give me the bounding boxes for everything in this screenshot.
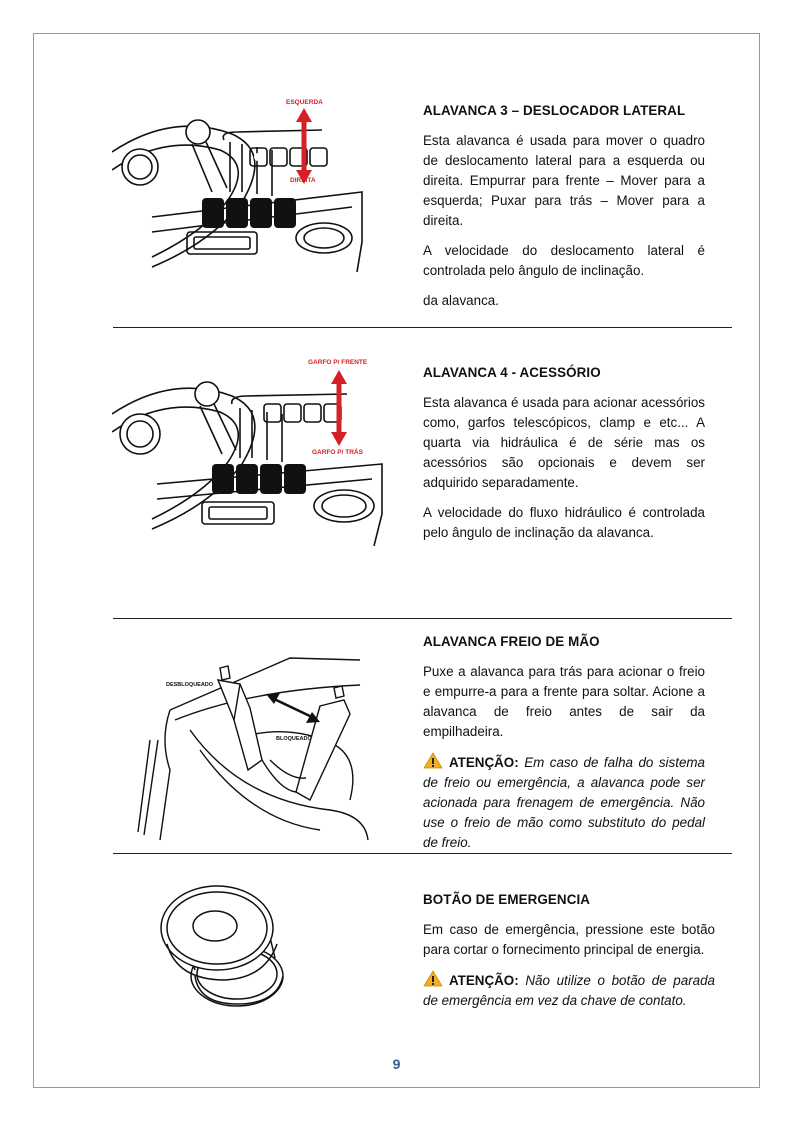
emergency-button-illustration (155, 878, 295, 1018)
handbrake-illustration (130, 650, 370, 850)
warning-label: ATENÇÃO: (449, 755, 519, 770)
section-title: ALAVANCA 3 – DESLOCADOR LATERAL (423, 103, 686, 118)
section-emergency-button (423, 890, 715, 1021)
section-lever4 (423, 363, 705, 553)
warning-paragraph (423, 970, 715, 1011)
lever4-label-down: GARFO P/ TRÁS (312, 449, 363, 456)
paragraph: da alavanca. (423, 293, 499, 308)
divider (113, 618, 732, 619)
lever3-direction-arrow (296, 108, 312, 184)
warning-icon (423, 970, 443, 987)
section-title: BOTÃO DE EMERGENCIA (423, 892, 591, 907)
paragraph: Puxe a alavanca para trás para acionar o freio e empurre-a para a frente para soltar. Acione a alavanca de freio antes de sair da empilhadeira. (423, 664, 705, 739)
section-handbrake (423, 632, 705, 863)
warning-text: Em caso de falha do sistema de freio ou emergência, a alavanca pode ser acionada para frenagem de emergência. Não use o freio de mão como substituto do pedal de freio. (423, 755, 705, 850)
divider (113, 327, 732, 328)
section-title: ALAVANCA 4 - ACESSÓRIO (423, 365, 601, 380)
section-lever3 (423, 101, 705, 321)
lever3-label-down: DIREITA (290, 177, 316, 184)
warning-label: ATENÇÃO: (449, 973, 519, 988)
handbrake-direction-arrow (266, 693, 320, 723)
warning-text: Não utilize o botão de parada de emergência em vez da chave de contato. (423, 973, 715, 1008)
divider (113, 853, 732, 854)
paragraph: Em caso de emergência, pressione este botão para cortar o fornecimento principal de energia. (423, 922, 715, 957)
warning-icon (423, 752, 443, 769)
paragraph: A velocidade do fluxo hidráulico é controlada pelo ângulo de inclinação da alavanca. (423, 505, 705, 540)
handbrake-label-locked: BLOQUEADO (276, 736, 312, 742)
lever3-label-up: ESQUERDA (286, 99, 323, 106)
warning-paragraph (423, 752, 705, 853)
page-number: 9 (392, 1056, 401, 1072)
section-title: ALAVANCA FREIO DE MÃO (423, 634, 600, 649)
paragraph: Esta alavanca é usada para mover o quadro de deslocamento lateral para a esquerda ou direita. Empurrar para frente – Mover para a esquerda; Puxar para trás – Mover para a direita. (423, 133, 705, 228)
paragraph: Esta alavanca é usada para acionar acessórios como, garfos telescópicos, clamp e etc... A quarta via hidráulica é de série mas os acessórios são opcionais e devem ser adquirido separadamente. (423, 395, 705, 490)
paragraph: A velocidade do deslocamento lateral é controlada pelo ângulo de inclinação. (423, 243, 705, 278)
lever3-illustration (112, 92, 374, 272)
lever4-direction-arrow (331, 370, 347, 446)
lever4-illustration (112, 354, 392, 546)
lever4-label-up: GARFO P/ FRENTE (308, 359, 368, 366)
handbrake-label-unlocked: DESBLOQUEADO (166, 682, 214, 688)
